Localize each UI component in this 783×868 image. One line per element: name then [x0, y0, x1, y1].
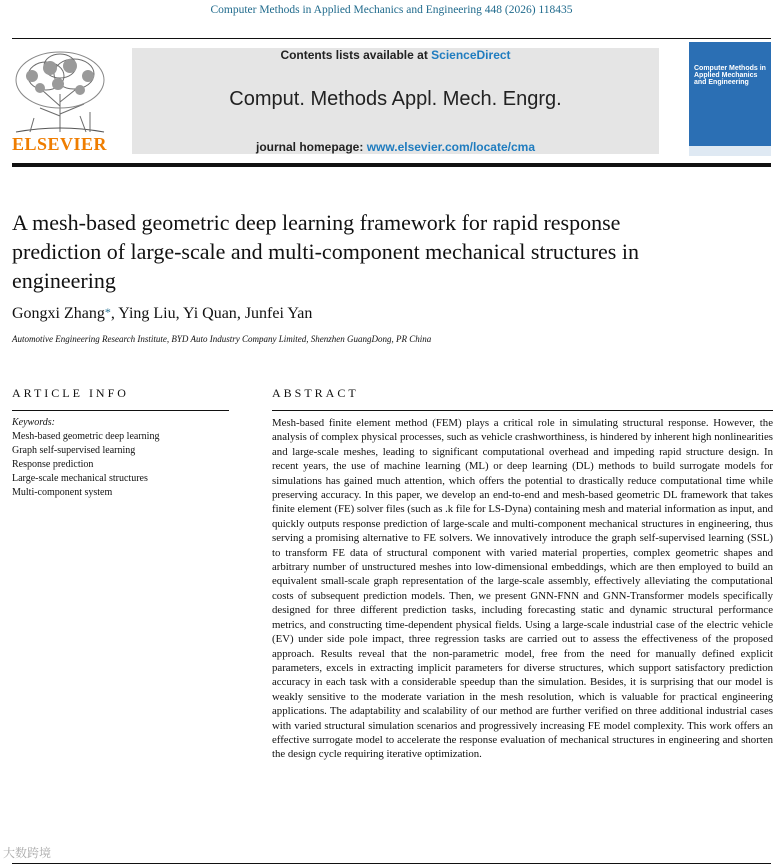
article-info-heading: ARTICLE INFO — [12, 386, 129, 400]
author-list: Gongxi Zhang*, Ying Liu, Yi Quan, Junfei Yan — [12, 305, 313, 322]
journal-cover-thumbnail — [689, 42, 771, 156]
author-name[interactable]: Junfei Yan — [244, 305, 313, 322]
sciencedirect-link[interactable]: ScienceDirect — [431, 48, 511, 62]
journal-citation[interactable]: Computer Methods in Applied Mechanics and Engineering 448 (2026) 118435 — [210, 4, 573, 16]
author-name[interactable]: Ying Liu — [118, 305, 176, 322]
article-info-rule — [12, 410, 229, 411]
keyword-item: Response prediction — [12, 459, 94, 470]
footer-rule — [12, 863, 771, 864]
journal-banner — [132, 48, 659, 154]
keyword-item: Mesh-based geometric deep learning — [12, 431, 160, 442]
header-thick-rule — [12, 163, 771, 167]
journal-name: Comput. Methods Appl. Mech. Engrg. — [229, 88, 562, 110]
author-affiliation: Automotive Engineering Research Institute, BYD Auto Industry Company Limited, Shenzhen GuangDong, PR China — [12, 334, 432, 344]
cover-title: Computer Methods in Applied Mechanics and Engineering — [694, 65, 766, 86]
contents-line — [132, 48, 659, 62]
abstract-rule — [272, 410, 773, 411]
author-name[interactable]: Yi Quan — [183, 305, 237, 322]
abstract-text: Mesh-based finite element method (FEM) plays a critical role in simulating structural response. However, the analysis of complex physical processes, such as vehicle crashworthiness, is hindered by inherent high nonlinearities and large-scale meshes, leading to significant computational overhead and impeding rapid structure design. In recent years, the use of machine learning (ML) or deep learning (DL) methods to build surrogate models for simulations has gained much attention, which offers the potential to drastically reduce computational time while preserving accuracy. In this paper, we develop an end-to-end and mesh-based geometric DL framework that takes finite element (FE) solver files (such as .k file for LS-Dyna) containing mesh and material information as input, and quickly outputs response prediction of large-scale and multi-component mechanical structures in engineering, thus serving a promising alternative to FE solvers. We innovatively introduce the graph self-supervised learning (SSL) to transform FE data of structural component with varied material properties, complex geometric shapes and arbitrary number of unstructured meshes into low-dimensional embeddings, which are then employed to build an equivalent small-scale graph representation of the large-scale assembly, effectively alleviating the computational costs of subsequent prediction models. Then, we present GNN-FNN and GNN-Transformer models specifically designed for three different prediction tasks, including forecasting static and dynamic structural performance metrics, and constructing time-dependent physical fields. Using a large-scale industrial case of the electric vehicle (EV) under side pole impact, three regression tasks are carried out to assess the effectiveness of the proposed approach. Results reveal that the non-parametric model, free from the need for manually defined explicit parameters, excels in extracting implicit parameters for diverse structures, which support satisfactory prediction accuracy in each task with a considerable speedup than the simulation. Besides, it is surprising that our model is weakly sensitive to the moderate variation in the mesh resolution, which is valuable for practical engineering applications. The adaptability and scalability of our method are further verified on three additional industrial cases with varied structural simulation scenarios and progressively increasing FE model complexity. This work offers an effective surrogate model to accelerate the response evaluation of mechanical structures in engineering and shorten the design cycle requiring iterative optimization. — [272, 417, 773, 761]
homepage-prefix: journal homepage: — [256, 140, 367, 154]
keywords-label: Keywords: — [12, 417, 55, 428]
header-top-rule — [12, 38, 771, 39]
keyword-item: Large-scale mechanical structures — [12, 473, 148, 484]
abstract-heading: ABSTRACT — [272, 386, 359, 400]
corresponding-author-mark[interactable]: * — [104, 305, 111, 319]
keyword-item: Multi-component system — [12, 487, 113, 498]
author-name[interactable]: Gongxi Zhang — [12, 305, 105, 322]
elsevier-wordmark: ELSEVIER — [12, 134, 108, 154]
article-title: A mesh-based geometric deep learning framework for rapid response prediction of large-scale and multi-component mechanical structures in engineering — [12, 210, 639, 293]
keywords-block — [12, 416, 159, 500]
homepage-link[interactable]: www.elsevier.com/locate/cma — [366, 140, 535, 154]
cover-footer-strip — [689, 146, 771, 156]
homepage-line — [132, 140, 659, 154]
keyword-item: Graph self-supervised learning — [12, 445, 136, 456]
watermark: 大数跨境 — [3, 846, 52, 860]
contents-prefix: Contents lists available at — [280, 48, 432, 62]
